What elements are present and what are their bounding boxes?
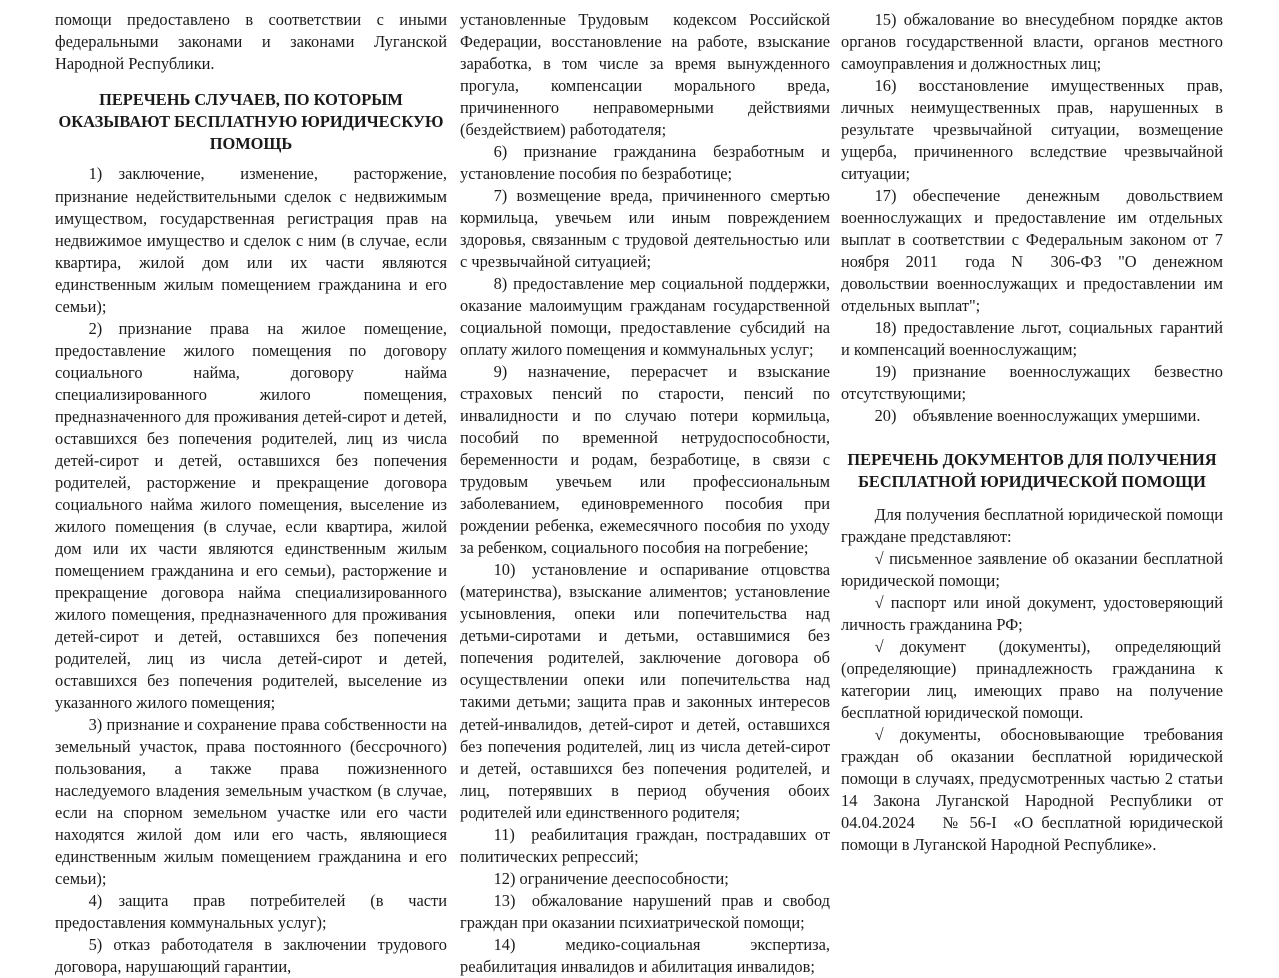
- list-item-continued: установленные Трудовым кодексом Российской Федерации, восстановление на работе, взыскание заработка, в том числе за время вынужденного прогула, компенсации морального вреда, причиненного неправомерными действиями (бездействием) работодателя;: [460, 10, 830, 140]
- column-2: [455, 9, 838, 976]
- document-list-item: √ документ (документы), определяющий (определяющие) принадлежность гражданина к категории лиц, имеющих право на получение бесплатной юридической помощи.: [841, 637, 1223, 723]
- list-item: 19) признание военнослужащих безвестно отсутствующими;: [841, 362, 1223, 404]
- list-item: 12) ограничение дееспособности;: [493, 868, 729, 888]
- list-item: 8) предоставление мер социальной поддержки, оказание малоимущим гражданам государственной социальной помощи, предоставление субсидий на оплату жилого помещения и коммунальных услуг;: [460, 274, 830, 360]
- documents-intro: Для получения бесплатной юридической помощи граждане представляют:: [841, 504, 1223, 546]
- list-item: 7) возмещение вреда, причиненного смертью кормильца, увечьем или иным повреждением здоровья, связанным с трудовой деятельностью или с чрезвычайной ситуацией;: [460, 186, 830, 272]
- list-item: 2) признание права на жилое помещение, предоставление жилого помещения по договору социального найма, договору найма специализированного жилого помещения, предназначенного для проживания детей-сирот и детей, оставшихся без попечения родителей, лиц из числа детей-сирот и детей, оставшихся без попечения родителей, расторжение и прекращение договора социального найма жилого помещения, выселение из жилого помещения (в случае, если квартира, жилой дом или их части являются единственным жилым помещением гражданина и его семьи), расторжение и прекращение договора найма специализированного жилого помещения, предназначенного для проживания детей-сирот и детей, оставшихся без попечения родителей, лиц из числа детей-сирот и детей, оставшихся без попечения родителей, выселение из указанного жилого помещения;: [55, 318, 447, 712]
- list-item: 5) отказ работодателя в заключении трудового договора, нарушающий гарантии,: [55, 935, 447, 977]
- document-list-item: √ письменное заявление об оказании бесплатной юридической помощи;: [841, 548, 1223, 590]
- section-heading-cases: ПЕРЕЧЕНЬ СЛУЧАЕВ, ПО КОТОРЫМ ОКАЗЫВАЮТ БЕСПЛАТНУЮ ЮРИДИЧЕСКУЮ ПОМОЩЬ: [58, 90, 444, 153]
- list-item: 13) обжалование нарушений прав и свобод граждан при оказании психиатрической помощи;: [460, 890, 830, 932]
- list-item: 15) обжалование во внесудебном порядке актов органов государственной власти, органов местного самоуправления и должностных лиц;: [841, 10, 1223, 74]
- document-list-item: √ документы, обосновывающие требования граждан об оказании бесплатной юридической помощи в случаях, предусмотренных частью 2 статьи 14 Закона Луганской Народной Республики от 04.04.2024 №56-I «О бесплатной юридической помощи в Луганской Народной Республике».: [841, 725, 1223, 855]
- section-heading-documents: ПЕРЕЧЕНЬ ДОКУМЕНТОВ ДЛЯ ПОЛУЧЕНИЯ БЕСПЛАТНОЙ ЮРИДИЧЕСКОЙ ПОМОЩИ: [847, 450, 1217, 492]
- column-3: [838, 9, 1223, 858]
- list-item: 14) медико-социальная экспертиза, реабилитация инвалидов и абилитация инвалидов;: [460, 934, 830, 976]
- list-item: 9) назначение, перерасчет и взыскание страховых пенсий по старости, пенсий по инвалидности и по случаю потери кормильца, пособий по временной нетрудоспособности, беременности и родам, безработице, в связи с трудовым увечьем или профессиональным заболеванием, единовременного пособия при рождении ребенка, ежемесячного пособия по уходу за ребенком, социального пособия на погребение;: [460, 362, 830, 558]
- list-item: 17) обеспечение денежным довольствием военнослужащих и предоставление им отдельных выплат в соответствии с Федеральным законом от 7 ноября 2011 года N 306-ФЗ "О денежном довольствии военнослужащих и предоставлении им отдельных выплат";: [841, 186, 1223, 316]
- list-item: 18) предоставление льгот, социальных гарантий и компенсаций военнослужащим;: [841, 318, 1223, 360]
- list-item: 20) объявление военнослужащих умершими.: [874, 406, 1201, 426]
- list-item: 6) признание гражданина безработным и установление пособия по безработице;: [460, 142, 830, 184]
- list-item: 1) заключение, изменение, расторжение, признание недействительными сделок с недвижимым имуществом, государственная регистрация прав на недвижимое имущество и сделок с ним (в случае, если квартира, жилой дом или их части являются единственным жилым помещением гражданина и его семьи);: [55, 164, 447, 316]
- list-item: 11) реабилитация граждан, пострадавших от политических репрессий;: [460, 824, 830, 866]
- column-1: [55, 9, 455, 977]
- document-list-item: √ паспорт или иной документ, удостоверяющий личность гражданина РФ;: [841, 592, 1223, 634]
- list-item: 4) защита прав потребителей (в части предоставления коммунальных услуг);: [55, 891, 447, 933]
- list-item: 3) признание и сохранение права собственности на земельный участок, права постоянного (бессрочного) пользования, а также права пожизненного наследуемого владения земельным участком (в случае, если на спорном земельном участке или его части находятся жилой дом или его часть, являющиеся единственным жилым помещением гражданина и его семьи);: [55, 714, 447, 888]
- list-item: 10) установление и оспаривание отцовства (материнства), взыскание алиментов; установление усыновления, опеки или попечительства над детьми-сиротами и детьми, оставшимися без попечения родителей, заключение договора об осуществлении опеки или попечительства над такими детьми; защита прав и законных интересов детей-инвалидов, детей-сирот и детей, оставшихся без попечения родителей, лиц из числа детей-сирот и детей, оставшихся без попечения родителей, и лиц, потерявших в период обучения обоих родителей или единственного родителя;: [460, 560, 830, 822]
- list-item: 16) восстановление имущественных прав, личных неимущественных прав, нарушенных в результате чрезвычайной ситуации, возмещение ущерба, причиненного вследствие чрезвычайной ситуации;: [841, 76, 1223, 184]
- intro-paragraph: помощи предоставлено в соответствии с иными федеральными законами и законами Луганской Народной Республики.: [55, 10, 447, 74]
